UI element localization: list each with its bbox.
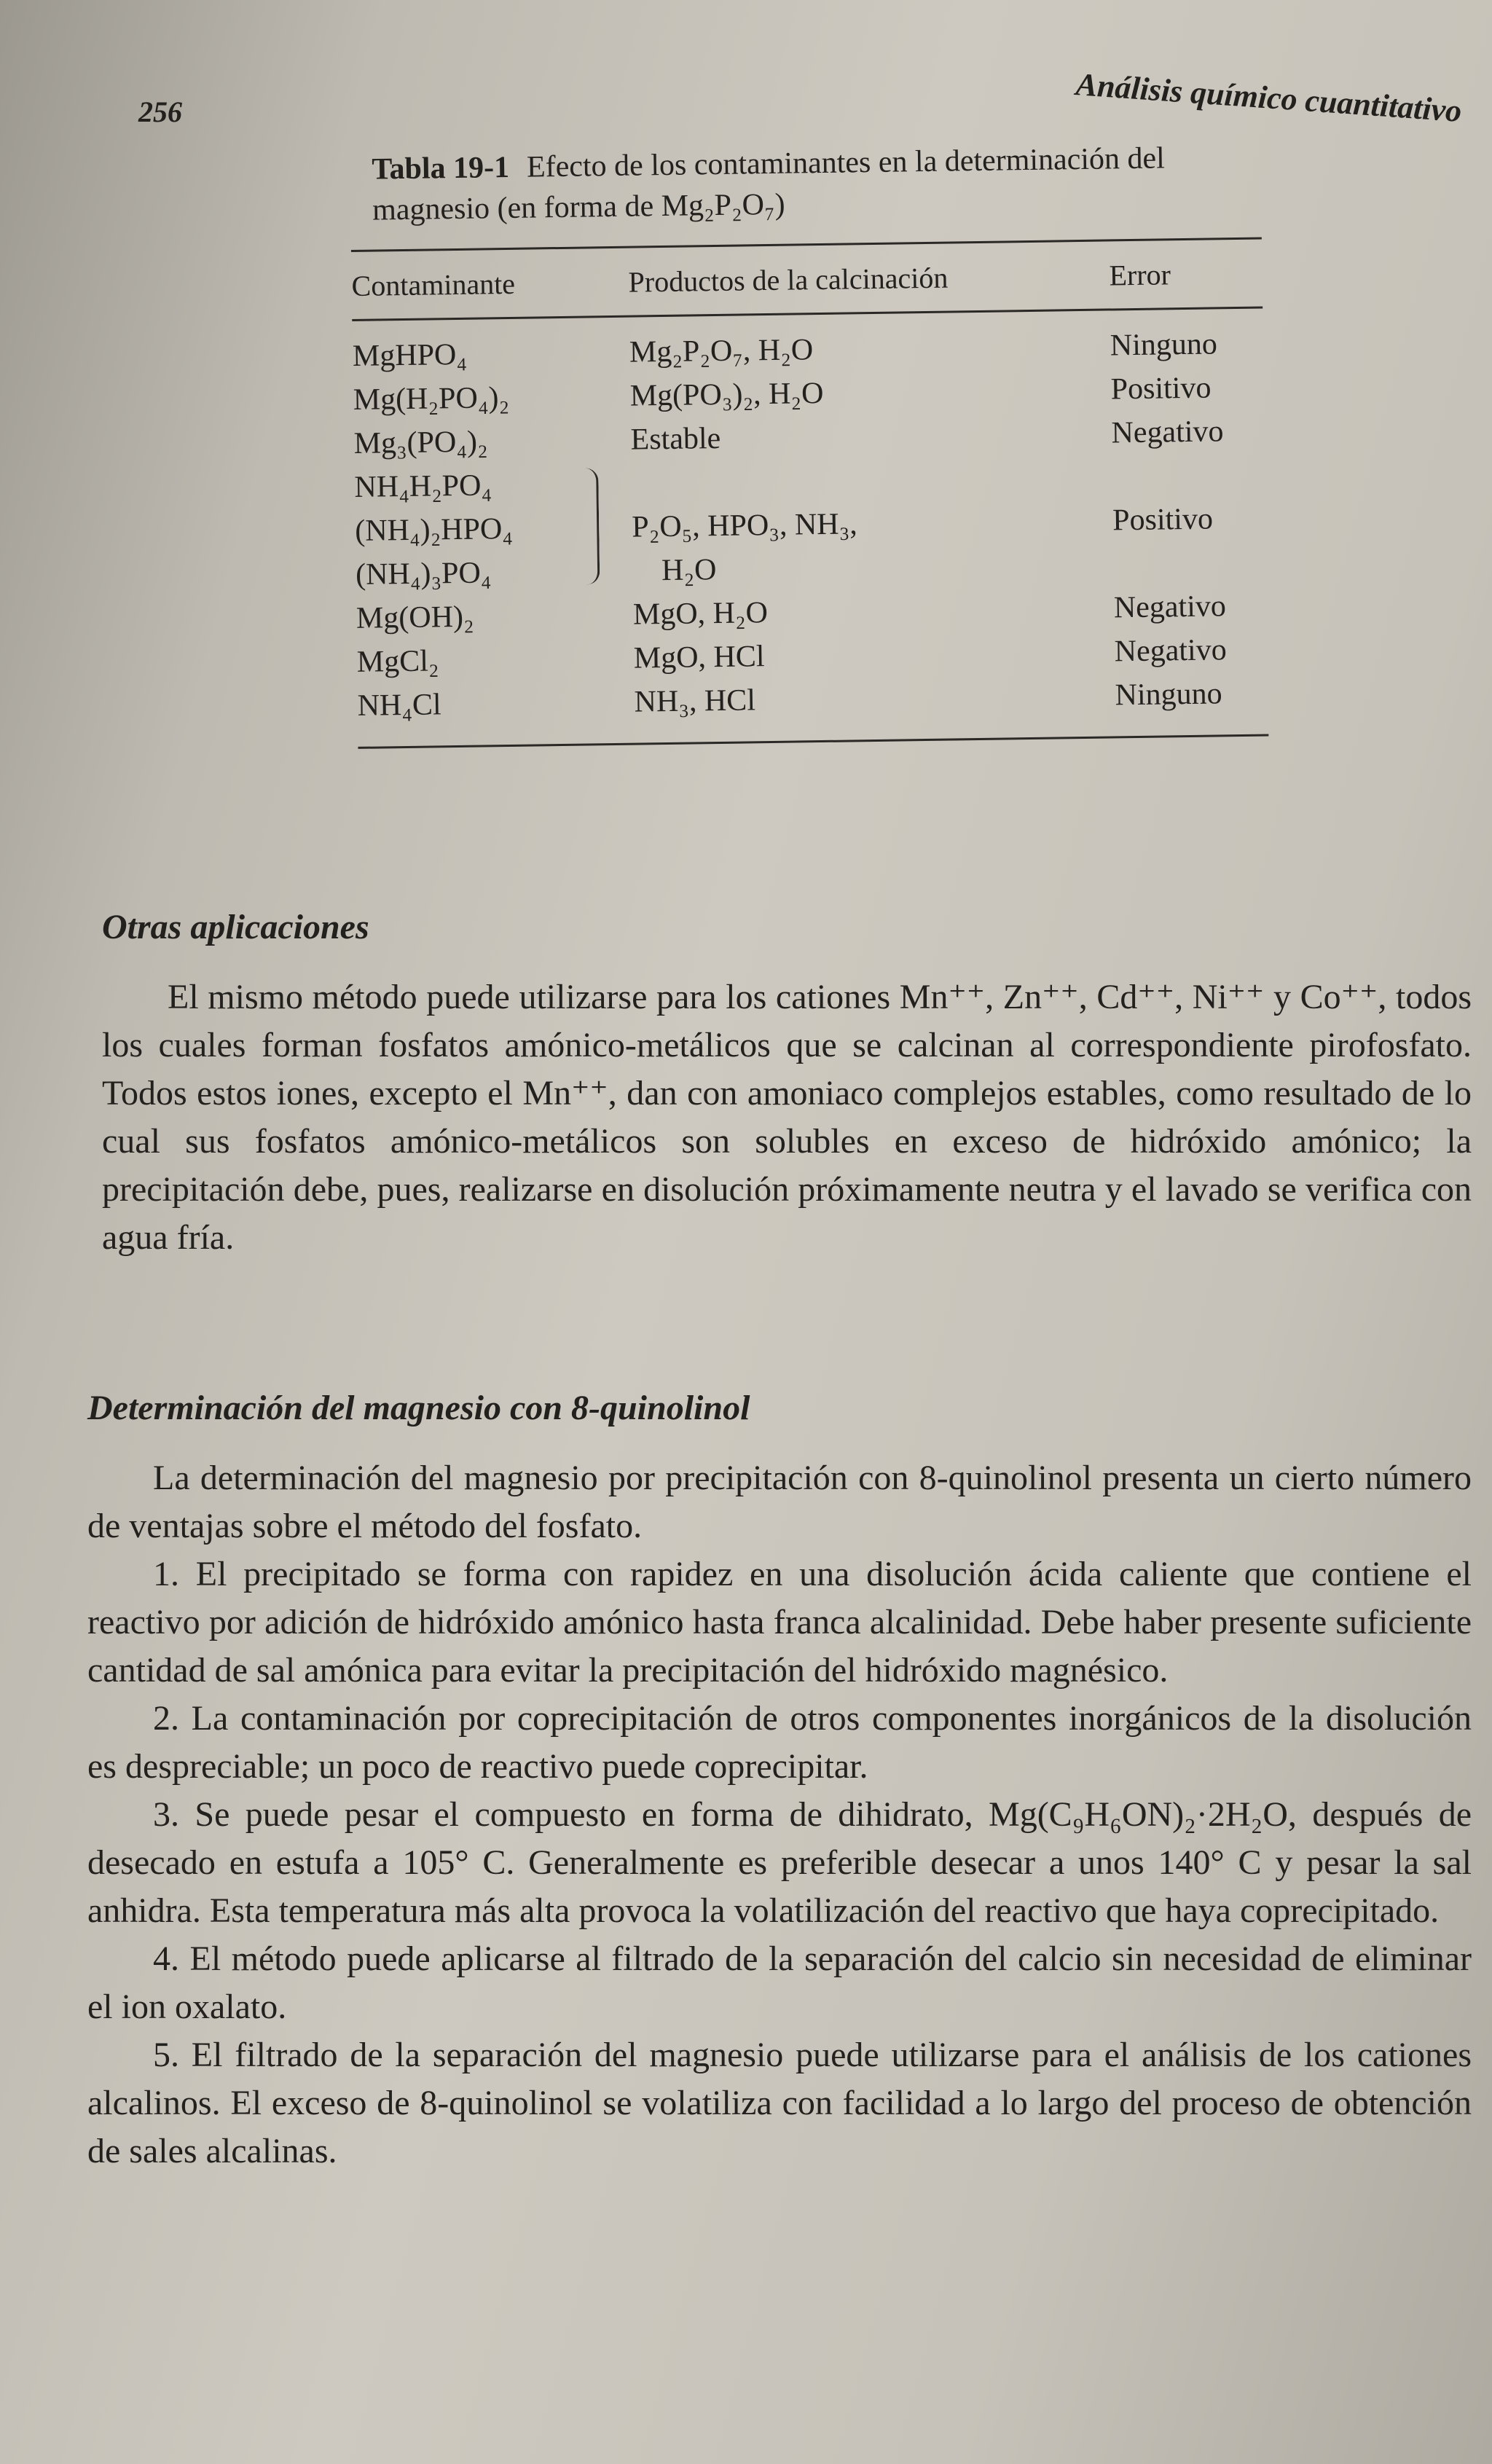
- table-cell-contaminant: MgCl₂: [356, 644, 439, 679]
- section-otras-aplicaciones: [102, 903, 1472, 1262]
- table-cell-contaminant: Mg(OH)₂: [356, 600, 474, 635]
- table-caption: [372, 137, 1232, 230]
- table-cell-products: Mg₂P₂O₇, H₂O: [629, 333, 814, 369]
- table-cell-error: Negativo: [1111, 415, 1224, 450]
- table-cell-products: MgO, H₂O: [632, 596, 769, 632]
- list-item: 3. Se puede pesar el compuesto en forma de dihidrato, Mg(C₉H₆ON)₂·2H₂O, después de desecado en estufa a 105° C. Generalmente es preferible desecar a unos 140° C y pesar la sal anhidra. Esta temperatura más alta provoca la volatilización del reactivo que haya coprecipitado.: [87, 1795, 1472, 1930]
- table-cell-products: Mg(PO₃)₂, H₂O: [629, 376, 824, 413]
- column-header: Productos de la calcinación: [628, 261, 949, 299]
- table-cell-products: [631, 455, 1112, 505]
- table-cell-error: [1112, 453, 1265, 499]
- table-cell-contaminant: NH₄Cl: [357, 688, 441, 723]
- list-item: 1. El precipitado se forma con rapidez en una disolución ácida caliente que contiene el reactivo por adición de hidróxido amónico hasta franca alcalinidad. Debe haber presente suficiente cantidad de sal amónica para evitar la precipitación del hidróxido magnésico.: [87, 1555, 1472, 1690]
- table-cell-error: Positivo: [1110, 371, 1212, 407]
- table-cell-products: H₂O: [661, 553, 717, 588]
- section-paragraph: El mismo método puede utilizarse para los cationes Mn⁺⁺, Zn⁺⁺, Cd⁺⁺, Ni⁺⁺ y Co⁺⁺, todos los cuales forman fosfatos amónico-metálicos que se calcinan al correspondiente pirofosfato. Todos estos iones, excepto el Mn⁺⁺, dan con amoniaco complejos estables, como resultado de lo cual sus fosfatos amónico-metálicos son solubles en exceso de hidróxido amónico; la precipitación debe, pues, realizarse en disolución próximamente neutra y el lavado se verifica con agua fría.: [102, 978, 1472, 1257]
- page-number: 256: [138, 95, 182, 128]
- table-cell-contaminant: Mg(H₂PO₄)₂: [353, 380, 510, 417]
- column-header: Error: [1109, 257, 1171, 291]
- table-body: [352, 309, 1268, 747]
- table-cell-error: Ninguno: [1110, 327, 1218, 363]
- list-item: 5. El filtrado de la separación del magnesio puede utilizarse para el análisis de los cationes alcalinos. El exceso de 8-quinolinol se volatiliza con facilidad a lo largo del proceso de obtención de sales alcalinas.: [87, 2036, 1472, 2170]
- table-label: Tabla 19-1: [372, 150, 510, 187]
- list-item: 4. El método puede aplicarse al filtrado de la separación del calcio sin necesidad de eliminar el ion oxalato.: [87, 1939, 1472, 2026]
- table-cell-products: P₂O₅, HPO₃, NH₃,: [631, 507, 858, 544]
- page-header: [138, 66, 1477, 129]
- section-title: Determinación del magnesio con 8-quinolinol: [87, 1389, 750, 1427]
- table-cell-contaminant: (NH₄)₃PO₄: [355, 556, 492, 592]
- table-cell-contaminant: MgHPO₄: [352, 337, 468, 373]
- running-head: Análisis químico cuantitativo: [1075, 66, 1464, 129]
- section-intro: La determinación del magnesio por precipitación con 8-quinolinol presenta un cierto número de ventajas sobre el método del fosfato.: [87, 1459, 1472, 1545]
- table-cell-contaminant: Mg₃(PO₄)₂: [353, 425, 488, 460]
- grouping-brace: [580, 468, 600, 584]
- section-determinacion-magnesio: [87, 1384, 1472, 2175]
- table-cell-error: Negativo: [1114, 633, 1227, 669]
- table-cell-error: Ninguno: [1115, 677, 1222, 713]
- table-cell-products: Estable: [630, 421, 721, 457]
- table-cell-error: Negativo: [1113, 589, 1227, 625]
- contaminant-text: NH₄H₂PO₄: [354, 468, 492, 504]
- section-title: Otras aplicaciones: [102, 908, 369, 946]
- table-cell-products: NH₃, HCl: [634, 683, 756, 719]
- list-item: 2. La contaminación por coprecipitación de otros componentes inorgánicos de la disolución es despreciable; un poco de reactivo puede coprecipitar.: [87, 1699, 1472, 1786]
- table-cell-error: [1113, 540, 1267, 586]
- table-cell-products: MgO, HCl: [633, 640, 765, 675]
- table-cell-contaminant: (NH₄)₂HPO₄: [354, 511, 514, 548]
- table-cell-error: Positivo: [1112, 502, 1214, 538]
- table-header-row: [351, 240, 1263, 319]
- table-cell-contaminant: [354, 462, 632, 509]
- column-header: Contaminante: [351, 267, 516, 302]
- table-19-1: [350, 137, 1268, 749]
- table-caption-text: Efecto de los contaminantes en la determinación del magnesio (en forma de Mg₂P₂O₇): [372, 141, 1166, 227]
